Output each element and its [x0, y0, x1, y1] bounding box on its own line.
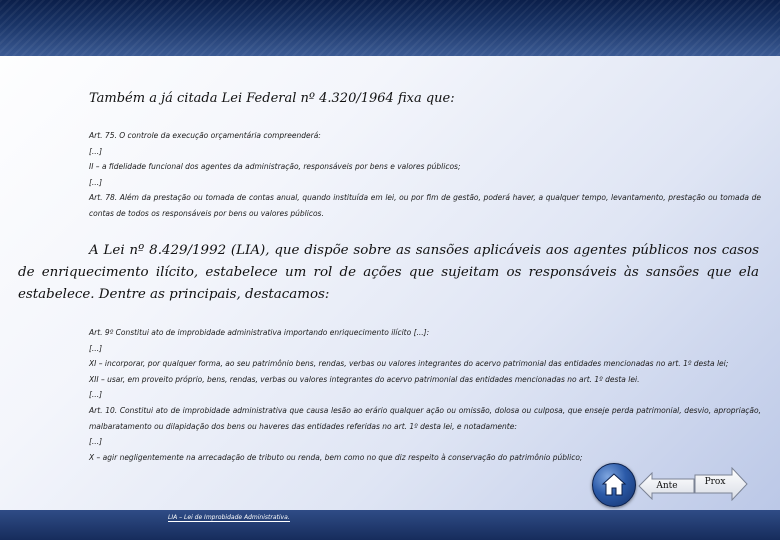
- quote-line: [...]: [89, 177, 103, 187]
- next-button[interactable]: [694, 467, 748, 495]
- quote-line: [...]: [89, 437, 103, 447]
- paragraph-lia: A Lei nº 8.429/1992 (LIA), que dispõe sobre as sansões aplicáveis aos agentes públicos nos casos de enriquecimento ilícito, estabelece um rol de ações que sujeitam os responsáveis às sansões que ela estabelece. Dentre as principais, destacamos:: [18, 243, 759, 302]
- home-button[interactable]: [592, 463, 636, 507]
- quote-line: Art. 9º Constitui ato de improbidade administrativa importando enriquecimento ilícito [...]:: [89, 328, 430, 337]
- footer-bar: [0, 510, 780, 540]
- home-icon: [600, 471, 628, 499]
- quote-line: Art. 10. Constitui ato de improbidade administrativa que causa lesão ao erário qualquer ação ou omissão, dolosa ou culposa, que enseje perda patrimonial, desvio, apropriação, malbaratamento ou dilapidação dos bens ou haveres das entidades referidas no art. 1º desta lei, e notadamente:: [89, 405, 761, 431]
- header-texture: [0, 0, 780, 56]
- quote-block-lei-4320: [89, 128, 761, 222]
- quote-line: XI – incorporar, por qualquer forma, ao seu patrimônio bens, rendas, verbas ou valores integrantes do acervo patrimonial das entidades mencionadas no art. 1º desta lei;: [89, 359, 729, 369]
- quote-line: Art. 78. Além da prestação ou tomada de contas anual, quando instituída em lei, ou por fim de gestão, poderá haver, a qualquer tempo, levantamento, prestação ou tomada de contas de todos os responsáveis por bens ou valores públicos.: [89, 193, 761, 218]
- quote-block-lia: [89, 325, 761, 465]
- header-bar: [0, 0, 780, 56]
- quote-line: XII – usar, em proveito próprio, bens, rendas, verbas ou valores integrantes do acervo patrimonial das entidades mencionadas no art. 1º desta lei.: [89, 374, 640, 384]
- next-label: Prox: [704, 477, 726, 487]
- quote-line: II – a fidelidade funcional dos agentes da administração, responsáveis por bens e valores públicos;: [89, 162, 461, 172]
- intro-text: Também a já citada Lei Federal nº 4.320/1964 fixa que:: [89, 91, 455, 106]
- quote-line: [...]: [89, 343, 103, 353]
- quote-line: Art. 75. O controle da execução orçamentária compreenderá:: [89, 131, 321, 140]
- quote-line: X – agir negligentemente na arrecadação de tributo ou renda, bem como no que diz respeito à conservação do patrimônio público;: [89, 452, 583, 462]
- quote-line: [...]: [89, 390, 103, 400]
- quote-line: [...]: [89, 146, 103, 156]
- footer-note: LIA – Lei de Improbidade Administrativa.: [168, 514, 290, 521]
- previous-label: Ante: [656, 481, 678, 491]
